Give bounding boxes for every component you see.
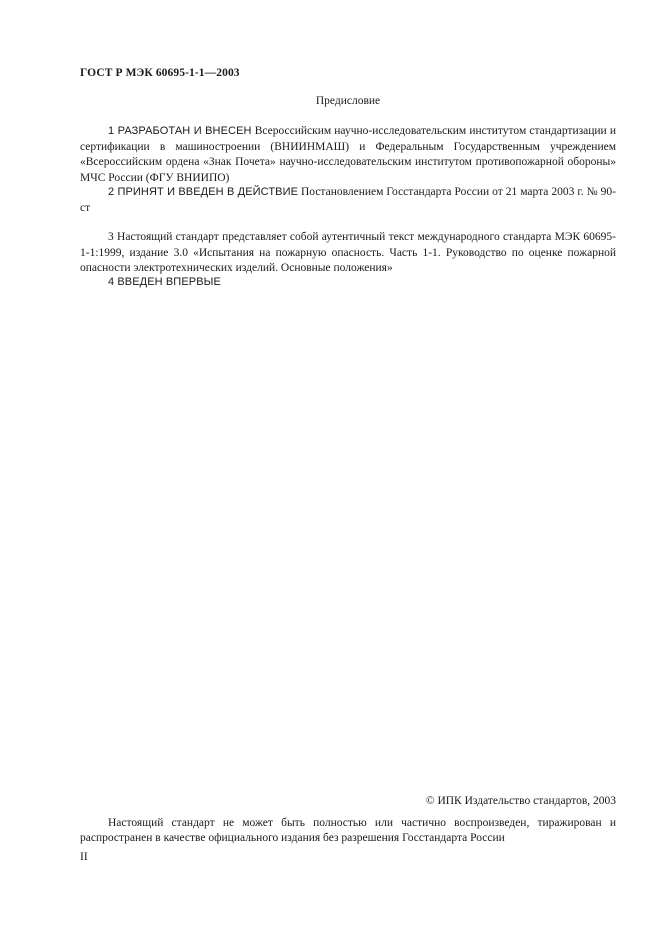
- preface-item-2-lead: 2 ПРИНЯТ И ВВЕДЕН В ДЕЙСТВИЕ: [108, 186, 299, 198]
- preface-item-3-text: 3 Настоящий стандарт представляет собой аутентичный текст международного стандарта МЭК 60695-1-1:1999, издание 3.0 «Испытания на пожарную опасность. Часть 1-1. Руководство по оценке пожарной опасности электротехнических изделий. Основные положения»: [80, 231, 616, 274]
- preface-item-1-text: Всероссийским научно-исследовательским институтом стандартизации и сертификации в машиностроении (ВНИИНМАШ) и Федеральным Государственным учреждением «Всероссийским ордена «Знак Почета» научно-исследовательским институтом противопожарной обороны» МЧС России (ФГУ ВНИИПО): [80, 125, 616, 184]
- reproduction-notice: Настоящий стандарт не может быть полностью или частично воспроизведен, тиражирован и распространен в качестве официального издания без разрешения Госстандарта России: [80, 817, 616, 844]
- copyright-line: © ИПК Издательство стандартов, 2003: [425, 795, 616, 807]
- page-number: II: [80, 851, 88, 863]
- preface-item-2: [80, 185, 616, 216]
- preface-item-1-lead: 1 РАЗРАБОТАН И ВНЕСЕН: [108, 125, 252, 137]
- standard-id-header: ГОСТ Р МЭК 60695-1-1—2003: [80, 67, 240, 79]
- preface-title: Предисловие: [315, 95, 381, 107]
- preface-item-4: [80, 275, 616, 291]
- preface-item-3: [80, 230, 616, 277]
- preface-item-2-text: Постановлением Госстандарта России от 21 марта 2003 г. № 90-ст: [80, 186, 616, 214]
- preface-item-4-lead: 4 ВВЕДЕН ВПЕРВЫЕ: [108, 276, 221, 288]
- preface-item-1: [80, 124, 616, 186]
